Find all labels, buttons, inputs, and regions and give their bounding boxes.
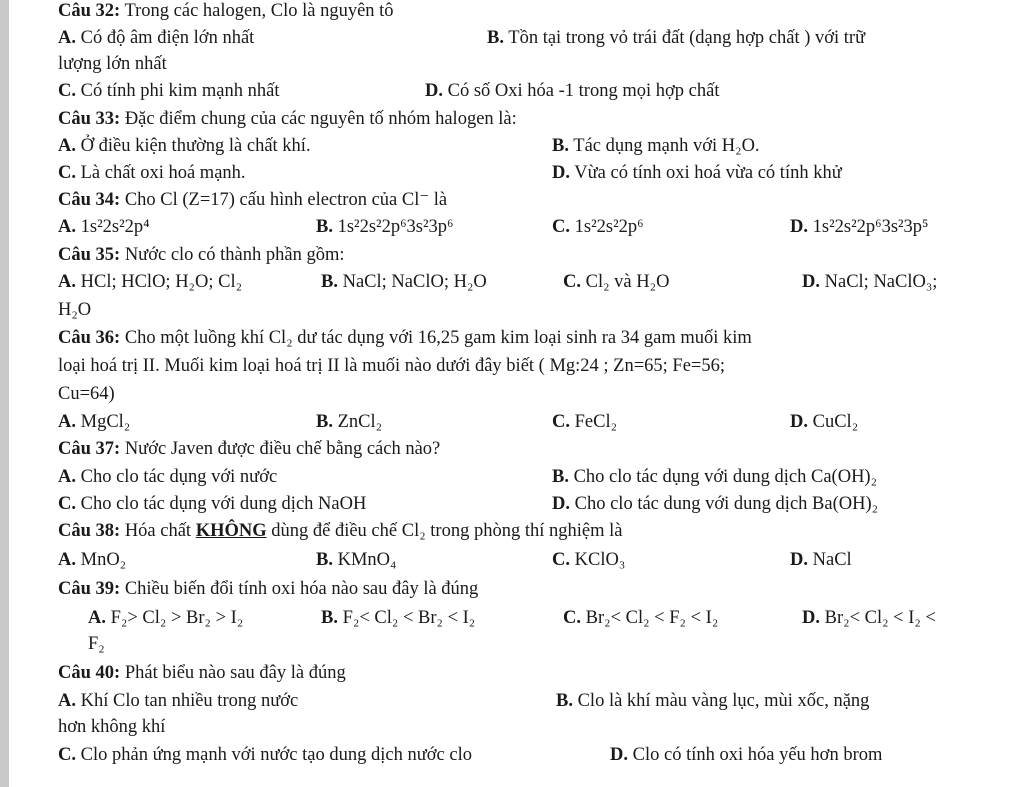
q36-label-d: D. bbox=[790, 412, 808, 432]
q39-text-c: Br₂< Cl₂ < F₂ < I₂ bbox=[585, 608, 719, 628]
q40-label-b: B. bbox=[556, 691, 573, 711]
q38-option-c bbox=[552, 549, 625, 571]
q39-label-a: A. bbox=[88, 608, 106, 628]
q38-label-d: D. bbox=[790, 550, 808, 570]
q32-label-b: B. bbox=[487, 28, 504, 48]
q37-option-d bbox=[552, 493, 878, 515]
q40-option-d bbox=[610, 744, 882, 766]
q36-option-c bbox=[552, 411, 617, 433]
q38-text-c: KClO₃ bbox=[574, 550, 626, 570]
q37-option-c bbox=[58, 493, 366, 515]
q32-text-d: Có số Oxi hóa -1 trong mọi hợp chất bbox=[447, 81, 720, 101]
q36-stem-line-3: Cu=64) bbox=[58, 384, 115, 404]
q40-option-a bbox=[58, 690, 298, 712]
q39-label-b: B. bbox=[321, 608, 338, 628]
q40-option-a-cont: hơn không khí bbox=[58, 717, 166, 737]
q32-option-a bbox=[58, 27, 254, 49]
q38-label-a: A. bbox=[58, 550, 76, 570]
q36-label-b: B. bbox=[316, 412, 333, 432]
q35-label-b: B. bbox=[321, 272, 338, 292]
q37-text-b: Cho clo tác dụng với dung dịch Ca(OH)₂ bbox=[573, 467, 878, 487]
q40-label-c: C. bbox=[58, 745, 76, 765]
q36-text-c: FeCl₂ bbox=[574, 412, 618, 432]
q37-label-c: C. bbox=[58, 494, 76, 514]
q32-option-b-cont: lượng lớn nhất bbox=[58, 54, 167, 74]
q35-text-b: NaCl; NaClO; H₂O bbox=[342, 272, 487, 292]
q34-stem bbox=[58, 189, 447, 211]
q34-label-c: C. bbox=[552, 217, 570, 237]
q39-option-c bbox=[563, 607, 718, 629]
q34-text-a: 1s²2s²2p⁴ bbox=[80, 217, 150, 237]
q39-text-b: F₂< Cl₂ < Br₂ < I₂ bbox=[342, 608, 476, 628]
q33-stem-text: Đặc điểm chung của các nguyên tố nhóm halogen là: bbox=[124, 109, 517, 129]
q35-option-d bbox=[802, 271, 937, 293]
q40-text-b: Clo là khí màu vàng lục, mùi xốc, nặng bbox=[577, 691, 870, 711]
q35-number: Câu 35: bbox=[58, 245, 121, 265]
q32-label-c: C. bbox=[58, 81, 76, 101]
q34-option-a bbox=[58, 216, 150, 238]
q35-label-a: A. bbox=[58, 272, 76, 292]
q33-label-a: A. bbox=[58, 136, 76, 156]
q39-option-d bbox=[802, 607, 936, 629]
q32-text-c: Có tính phi kim mạnh nhất bbox=[80, 81, 280, 101]
q34-option-b bbox=[316, 216, 453, 238]
q34-label-b: B. bbox=[316, 217, 333, 237]
q36-stem-text-1: Cho một luồng khí Cl₂ dư tác dụng với 16,25 gam kim loại sinh ra 34 gam muối kim bbox=[124, 328, 752, 348]
q39-stem-text: Chiều biến đổi tính oxi hóa nào sau đây là đúng bbox=[124, 579, 479, 599]
q32-stem-text: Trong các halogen, Clo là nguyên tô bbox=[124, 1, 394, 21]
q33-text-a: Ở điều kiện thường là chất khí. bbox=[80, 136, 311, 156]
q40-text-d: Clo có tính oxi hóa yếu hơn brom bbox=[632, 745, 883, 765]
q32-label-d: D. bbox=[425, 81, 443, 101]
q33-text-c: Là chất oxi hoá mạnh. bbox=[80, 163, 246, 183]
q36-stem bbox=[58, 327, 752, 349]
q37-option-b bbox=[552, 466, 877, 488]
q34-label-a: A. bbox=[58, 217, 76, 237]
q34-stem-text: Cho Cl (Z=17) cấu hình electron của Cl⁻ là bbox=[124, 190, 448, 210]
q32-option-d bbox=[425, 80, 719, 102]
q36-option-a bbox=[58, 411, 130, 433]
q39-option-b bbox=[321, 607, 475, 629]
q39-option-a bbox=[88, 607, 243, 629]
q38-text-d: NaCl bbox=[812, 550, 852, 570]
q37-label-d: D. bbox=[552, 494, 570, 514]
q35-option-d-cont: H₂O bbox=[58, 300, 92, 320]
q33-text-d: Vừa có tính oxi hoá vừa có tính khử bbox=[574, 163, 842, 183]
q36-stem-line-2: loại hoá trị II. Muối kim loại hoá trị II là muối nào dưới đây biết ( Mg:24 ; Zn=65; Fe=56; bbox=[58, 356, 726, 376]
q33-label-b: B. bbox=[552, 136, 569, 156]
q40-text-c: Clo phản ứng mạnh với nước tạo dung dịch nước clo bbox=[80, 745, 472, 765]
q35-option-a bbox=[58, 271, 242, 293]
q34-option-d bbox=[790, 216, 929, 238]
q38-label-b: B. bbox=[316, 550, 333, 570]
q36-label-a: A. bbox=[58, 412, 76, 432]
q34-option-c bbox=[552, 216, 644, 238]
q32-label-a: A. bbox=[58, 28, 76, 48]
q35-label-d: D. bbox=[802, 272, 820, 292]
q35-option-c bbox=[563, 271, 669, 293]
q38-stem-pre: Hóa chất bbox=[124, 521, 192, 541]
q37-stem-text: Nước Javen được điều chế bằng cách nào? bbox=[124, 439, 441, 459]
q32-stem bbox=[58, 0, 394, 22]
q32-number: Câu 32: bbox=[58, 1, 121, 21]
q33-number: Câu 33: bbox=[58, 109, 121, 129]
q37-label-a: A. bbox=[58, 467, 76, 487]
q35-option-b bbox=[321, 271, 487, 293]
q33-text-b: Tác dụng mạnh với H₂O. bbox=[573, 136, 760, 156]
q35-text-a: HCl; HClO; H₂O; Cl₂ bbox=[80, 272, 243, 292]
q35-text-c: Cl₂ và H₂O bbox=[585, 272, 670, 292]
q38-number: Câu 38: bbox=[58, 521, 121, 541]
q36-label-c: C. bbox=[552, 412, 570, 432]
q33-label-c: C. bbox=[58, 163, 76, 183]
q40-stem-text: Phát biểu nào sau đây là đúng bbox=[124, 663, 346, 683]
q35-stem-text: Nước clo có thành phần gồm: bbox=[124, 245, 345, 265]
page-left-edge bbox=[0, 0, 9, 787]
q40-stem bbox=[58, 662, 346, 684]
q34-number: Câu 34: bbox=[58, 190, 121, 210]
q34-text-d: 1s²2s²2p⁶3s²3p⁵ bbox=[812, 217, 929, 237]
q40-option-c bbox=[58, 744, 472, 766]
q36-text-b: ZnCl₂ bbox=[337, 412, 383, 432]
q34-label-d: D. bbox=[790, 217, 808, 237]
q35-text-d-1: NaCl; NaClO₃; bbox=[824, 272, 938, 292]
q38-stem bbox=[58, 520, 622, 542]
q33-stem bbox=[58, 108, 517, 130]
q35-label-c: C. bbox=[563, 272, 581, 292]
q36-option-d bbox=[790, 411, 858, 433]
q37-text-d: Cho clo tác dung với dung dịch Ba(OH)₂ bbox=[574, 494, 879, 514]
q40-option-b bbox=[556, 690, 869, 712]
q34-text-c: 1s²2s²2p⁶ bbox=[574, 217, 644, 237]
q40-label-a: A. bbox=[58, 691, 76, 711]
q37-text-c: Cho clo tác dụng với dung dịch NaOH bbox=[80, 494, 367, 514]
q33-option-c bbox=[58, 162, 246, 184]
q33-option-a bbox=[58, 135, 311, 157]
q32-option-b bbox=[487, 27, 865, 49]
q39-number: Câu 39: bbox=[58, 579, 121, 599]
q36-option-b bbox=[316, 411, 382, 433]
q34-text-b: 1s²2s²2p⁶3s²3p⁶ bbox=[337, 217, 454, 237]
q39-label-d: D. bbox=[802, 608, 820, 628]
q38-text-b: KMnO₄ bbox=[337, 550, 397, 570]
q39-text-a: F₂> Cl₂ > Br₂ > I₂ bbox=[110, 608, 244, 628]
q37-label-b: B. bbox=[552, 467, 569, 487]
q38-option-a bbox=[58, 549, 126, 571]
q36-text-d: CuCl₂ bbox=[812, 412, 859, 432]
q37-option-a bbox=[58, 466, 277, 488]
q38-label-c: C. bbox=[552, 550, 570, 570]
q37-stem bbox=[58, 438, 440, 460]
q37-number: Câu 37: bbox=[58, 439, 121, 459]
q38-text-a: MnO₂ bbox=[80, 550, 127, 570]
q32-text-b-1: Tồn tại trong vỏ trái đất (dạng hợp chất ) với trữ bbox=[508, 28, 866, 48]
q38-stem-post: dùng để điều chế Cl₂ trong phòng thí nghiệm là bbox=[266, 521, 623, 541]
q40-label-d: D. bbox=[610, 745, 628, 765]
q38-option-b bbox=[316, 549, 396, 571]
q40-number: Câu 40: bbox=[58, 663, 121, 683]
q39-option-d-cont: F₂ bbox=[88, 634, 105, 654]
q40-text-a-1: Khí Clo tan nhiều trong nước bbox=[80, 691, 299, 711]
q33-option-b bbox=[552, 135, 760, 157]
q36-number: Câu 36: bbox=[58, 328, 121, 348]
q32-text-a: Có độ âm điện lớn nhất bbox=[80, 28, 255, 48]
q37-text-a: Cho clo tác dụng với nước bbox=[80, 467, 278, 487]
q36-text-a: MgCl₂ bbox=[80, 412, 131, 432]
q39-label-c: C. bbox=[563, 608, 581, 628]
q38-option-d bbox=[790, 549, 852, 571]
q39-stem bbox=[58, 578, 478, 600]
q38-stem-emphasis: KHÔNG bbox=[195, 521, 267, 541]
q33-label-d: D. bbox=[552, 163, 570, 183]
q32-option-c bbox=[58, 80, 280, 102]
q35-stem bbox=[58, 244, 344, 266]
q33-option-d bbox=[552, 162, 842, 184]
q39-text-d-1: Br₂< Cl₂ < I₂ < bbox=[824, 608, 936, 628]
